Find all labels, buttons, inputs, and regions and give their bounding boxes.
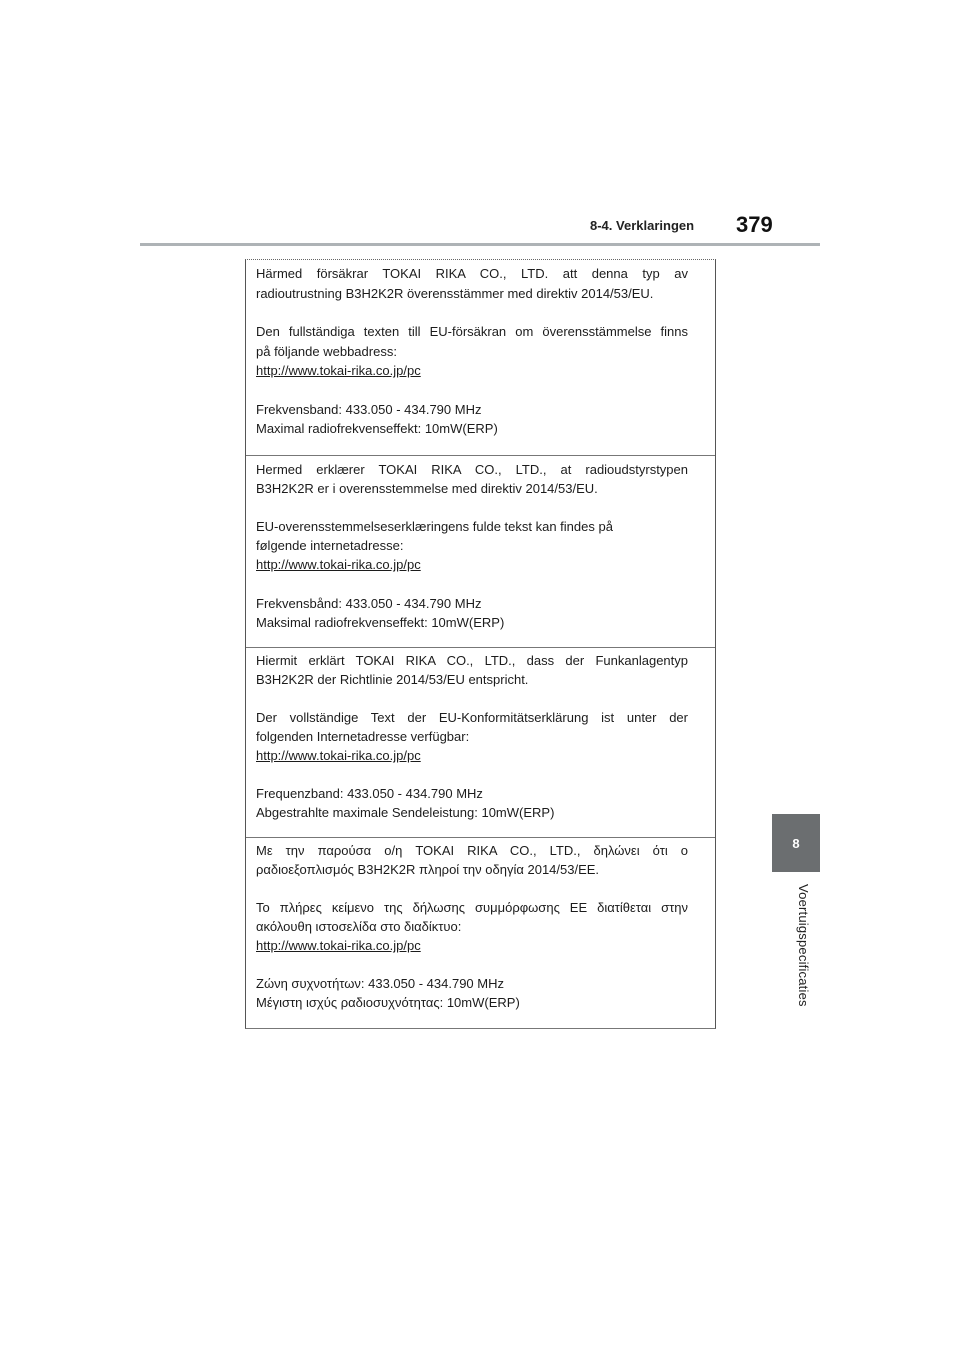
declaration-table bbox=[245, 259, 716, 1029]
statement-line: radioutrustning B3H2K2R överensstämmer med direktiv 2014/53/EU. bbox=[256, 286, 654, 301]
section-title: 8-4. Verklaringen bbox=[590, 218, 695, 233]
max-power: Abgestrahlte maximale Sendeleistung: 10mW(ERP) bbox=[256, 805, 555, 820]
frequency-band: Frequenzband: 433.050 - 434.790 MHz bbox=[256, 786, 483, 801]
declaration-swedish bbox=[246, 260, 715, 456]
max-power: Μέγιστη ισχύς ραδιοσυχνότητας: 10mW(ERP) bbox=[256, 995, 520, 1010]
fulltext-line: ακόλουθη ιστοσελίδα στο διαδίκτυο: bbox=[256, 919, 462, 934]
statement-line: B3H2K2R er i overensstemmelse med direktiv 2014/53/EU. bbox=[256, 481, 598, 496]
header-rule bbox=[140, 243, 820, 246]
declaration-link[interactable]: http://www.tokai-rika.co.jp/pc bbox=[256, 748, 421, 763]
declaration-danish bbox=[246, 456, 715, 648]
declaration-link[interactable]: http://www.tokai-rika.co.jp/pc bbox=[256, 363, 421, 378]
statement-line: Με την παρούσα ο/η TOKAI RIKA CO., LTD., δηλώνει ότι ο bbox=[256, 843, 688, 858]
frequency-band: Frekvensband: 433.050 - 434.790 MHz bbox=[256, 402, 482, 417]
fulltext-line: Der vollständige Text der EU-Konformitätserklärung ist unter der bbox=[256, 710, 688, 725]
declaration-link[interactable]: http://www.tokai-rika.co.jp/pc bbox=[256, 938, 421, 953]
page-number: 379 bbox=[736, 212, 773, 237]
fulltext-line: på följande webbadress: bbox=[256, 344, 397, 359]
frequency-band: Frekvensbånd: 433.050 - 434.790 MHz bbox=[256, 596, 482, 611]
statement-line: ραδιοεξοπλισμός B3H2K2R πληροί την οδηγία 2014/53/ΕΕ. bbox=[256, 862, 600, 877]
declaration-german bbox=[246, 648, 715, 838]
declaration-greek bbox=[246, 838, 715, 1028]
statement-line: Härmed försäkrar TOKAI RIKA CO., LTD. att denna typ av bbox=[256, 266, 688, 281]
fulltext-line: følgende internetadresse: bbox=[256, 538, 404, 553]
statement-line: B3H2K2R der Richtlinie 2014/53/EU entspricht. bbox=[256, 672, 529, 687]
fulltext-line: folgenden Internetadresse verfügbar: bbox=[256, 729, 470, 744]
declaration-link[interactable]: http://www.tokai-rika.co.jp/pc bbox=[256, 557, 421, 572]
chapter-side-title: Voertuigspecificaties bbox=[796, 884, 811, 1007]
fulltext-line: Το πλήρες κείμενο της δήλωσης συμμόρφωσης ΕΕ διατίθεται στην bbox=[256, 900, 688, 915]
max-power: Maksimal radiofrekvenseffekt: 10mW(ERP) bbox=[256, 615, 505, 630]
statement-line: Hermed erklærer TOKAI RIKA CO., LTD., at radioudstyrstypen bbox=[256, 462, 688, 477]
fulltext-line: EU-overensstemmelseserklæringens fulde tekst kan findes på bbox=[256, 519, 613, 534]
frequency-band: Ζώνη συχνοτήτων: 433.050 - 434.790 MHz bbox=[256, 976, 504, 991]
max-power: Maximal radiofrekvenseffekt: 10mW(ERP) bbox=[256, 421, 498, 436]
fulltext-line: Den fullständiga texten till EU-försäkran om överensstämmelse finns bbox=[256, 324, 688, 339]
chapter-tab: 8 bbox=[772, 814, 820, 872]
statement-line: Hiermit erklärt TOKAI RIKA CO., LTD., dass der Funkanlagentyp bbox=[256, 653, 688, 668]
